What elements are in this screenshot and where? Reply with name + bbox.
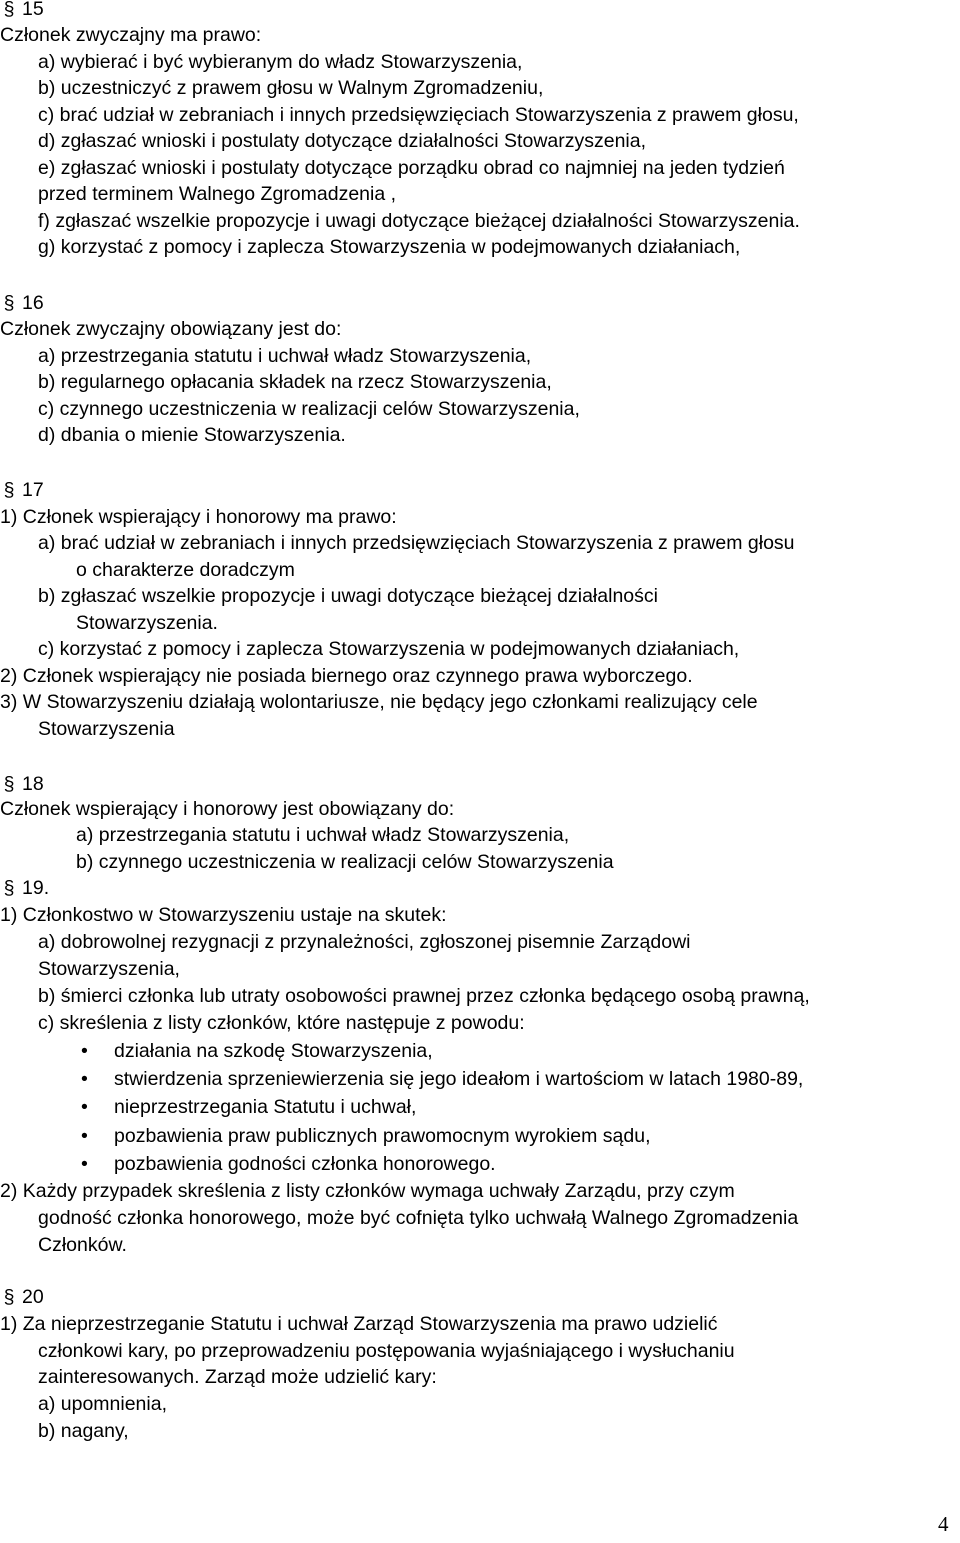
section-17-item-c: c) korzystać z pomocy i zaplecza Stowarzyszenia w podejmowanych działaniach, bbox=[38, 638, 740, 660]
section-15-heading bbox=[0, 0, 44, 22]
section-19-item-c: c) skreślenia z listy członków, które następuje z powodu: bbox=[38, 1012, 525, 1034]
bullet-icon: • bbox=[81, 1096, 88, 1118]
page-number: 4 bbox=[938, 1512, 949, 1536]
section-20-item-a: a) upomnienia, bbox=[38, 1393, 167, 1415]
section-19-item-a: a) dobrowolnej rezygnacji z przynależności, zgłoszonej pisemnie Zarządowi bbox=[38, 931, 691, 953]
section-16-item-b: b) regularnego opłacania składek na rzecz Stowarzyszenia, bbox=[38, 371, 552, 393]
section-symbol: § bbox=[3, 0, 15, 20]
bullet-icon: • bbox=[81, 1125, 88, 1147]
section-19-point-2-cont: godność członka honorowego, może być cofnięta tylko uchwałą Walnego Zgromadzenia bbox=[38, 1207, 799, 1229]
section-symbol: § bbox=[3, 479, 15, 501]
list-item bbox=[81, 1123, 651, 1149]
section-18-item-a: a) przestrzegania statutu i uchwał władz Stowarzyszenia, bbox=[76, 824, 570, 846]
list-item-text: pozbawienia godności członka honorowego. bbox=[114, 1153, 496, 1175]
section-15-item-e: e) zgłaszać wnioski i postulaty dotyczące porządku obrad co najmniej na jeden tydzień bbox=[38, 157, 785, 179]
section-17-item-a-cont: o charakterze doradczym bbox=[76, 559, 295, 581]
section-number: 20 bbox=[22, 1286, 44, 1308]
section-symbol: § bbox=[3, 877, 15, 899]
section-number: 15 bbox=[22, 0, 44, 20]
section-number: 18 bbox=[22, 773, 44, 795]
section-19-item-b: b) śmierci członka lub utraty osobowości prawnej przez członka będącego osobą prawną, bbox=[38, 985, 810, 1007]
section-16-item-c: c) czynnego uczestniczenia w realizacji celów Stowarzyszenia, bbox=[38, 398, 580, 420]
section-18-intro: Członek wspierający i honorowy jest obowiązany do: bbox=[0, 798, 455, 820]
section-16-item-a: a) przestrzegania statutu i uchwał władz Stowarzyszenia, bbox=[38, 345, 532, 367]
section-19-item-a-cont: Stowarzyszenia, bbox=[38, 958, 180, 980]
section-18-heading bbox=[0, 771, 44, 797]
section-16-heading bbox=[0, 290, 44, 316]
section-16-intro: Członek zwyczajny obowiązany jest do: bbox=[0, 318, 342, 340]
section-20-point-1-cont2: zainteresowanych. Zarząd może udzielić kary: bbox=[38, 1366, 437, 1388]
list-item bbox=[81, 1038, 433, 1064]
section-17-item-b: b) zgłaszać wszelkie propozycje i uwagi dotyczące bieżącej działalności bbox=[38, 585, 658, 607]
section-18-item-b: b) czynnego uczestniczenia w realizacji celów Stowarzyszenia bbox=[76, 851, 614, 873]
list-item-text: stwierdzenia sprzeniewierzenia się jego ideałom i wartościom w latach 1980-89, bbox=[114, 1068, 804, 1090]
section-number: 17 bbox=[22, 479, 44, 501]
section-15-intro: Członek zwyczajny ma prawo: bbox=[0, 24, 262, 46]
section-15-item-g: g) korzystać z pomocy i zaplecza Stowarzyszenia w podejmowanych działaniach, bbox=[38, 236, 741, 258]
section-17-item-a: a) brać udział w zebraniach i innych przedsięwzięciach Stowarzyszenia z prawem głosu bbox=[38, 532, 795, 554]
section-17-point-2: 2) Członek wspierający nie posiada biernego oraz czynnego prawa wyborczego. bbox=[0, 665, 693, 687]
list-item bbox=[81, 1151, 496, 1177]
section-symbol: § bbox=[3, 1286, 15, 1308]
section-17-point-3: 3) W Stowarzyszeniu działają wolontariusze, nie będący jego członkami realizujący cele bbox=[0, 691, 758, 713]
section-15-item-d: d) zgłaszać wnioski i postulaty dotyczące działalności Stowarzyszenia, bbox=[38, 130, 647, 152]
list-item bbox=[81, 1066, 804, 1092]
section-15-item-b: b) uczestniczyć z prawem głosu w Walnym Zgromadzeniu, bbox=[38, 77, 544, 99]
section-17-point-1: 1) Członek wspierający i honorowy ma prawo: bbox=[0, 506, 397, 528]
section-19-point-1: 1) Członkostwo w Stowarzyszeniu ustaje na skutek: bbox=[0, 904, 447, 926]
section-number: 16 bbox=[22, 292, 44, 314]
section-20-point-1-cont: członkowi kary, po przeprowadzeniu postępowania wyjaśniającego i wysłuchaniu bbox=[38, 1340, 735, 1362]
bullet-icon: • bbox=[81, 1153, 88, 1175]
section-19-heading bbox=[0, 875, 49, 901]
section-17-point-3-cont: Stowarzyszenia bbox=[38, 718, 175, 740]
section-15-item-f: f) zgłaszać wszelkie propozycje i uwagi dotyczące bieżącej działalności Stowarzyszenia. bbox=[38, 210, 800, 232]
section-number: 19. bbox=[22, 877, 50, 899]
section-20-item-b: b) nagany, bbox=[38, 1420, 129, 1442]
list-item-text: pozbawienia praw publicznych prawomocnym wyrokiem sądu, bbox=[114, 1125, 651, 1147]
section-17-heading bbox=[0, 477, 44, 503]
list-item-text: działania na szkodę Stowarzyszenia, bbox=[114, 1040, 433, 1062]
bullet-icon: • bbox=[81, 1068, 88, 1090]
list-item bbox=[81, 1094, 417, 1120]
section-symbol: § bbox=[3, 773, 15, 795]
section-16-item-d: d) dbania o mienie Stowarzyszenia. bbox=[38, 424, 346, 446]
section-19-point-2: 2) Każdy przypadek skreślenia z listy członków wymaga uchwały Zarządu, przy czym bbox=[0, 1180, 735, 1202]
section-19-point-2-cont2: Członków. bbox=[38, 1234, 127, 1256]
section-15-item-e-cont: przed terminem Walnego Zgromadzenia , bbox=[38, 183, 397, 205]
section-15-item-a: a) wybierać i być wybieranym do władz Stowarzyszenia, bbox=[38, 51, 523, 73]
section-17-item-b-cont: Stowarzyszenia. bbox=[76, 612, 218, 634]
list-item-text: nieprzestrzegania Statutu i uchwał, bbox=[114, 1096, 417, 1118]
section-20-heading bbox=[0, 1284, 44, 1310]
section-20-point-1: 1) Za nieprzestrzeganie Statutu i uchwał Zarząd Stowarzyszenia ma prawo udzielić bbox=[0, 1313, 718, 1335]
section-15-item-c: c) brać udział w zebraniach i innych przedsięwzięciach Stowarzyszenia z prawem głosu, bbox=[38, 104, 799, 126]
section-symbol: § bbox=[3, 292, 15, 314]
bullet-icon: • bbox=[81, 1040, 88, 1062]
